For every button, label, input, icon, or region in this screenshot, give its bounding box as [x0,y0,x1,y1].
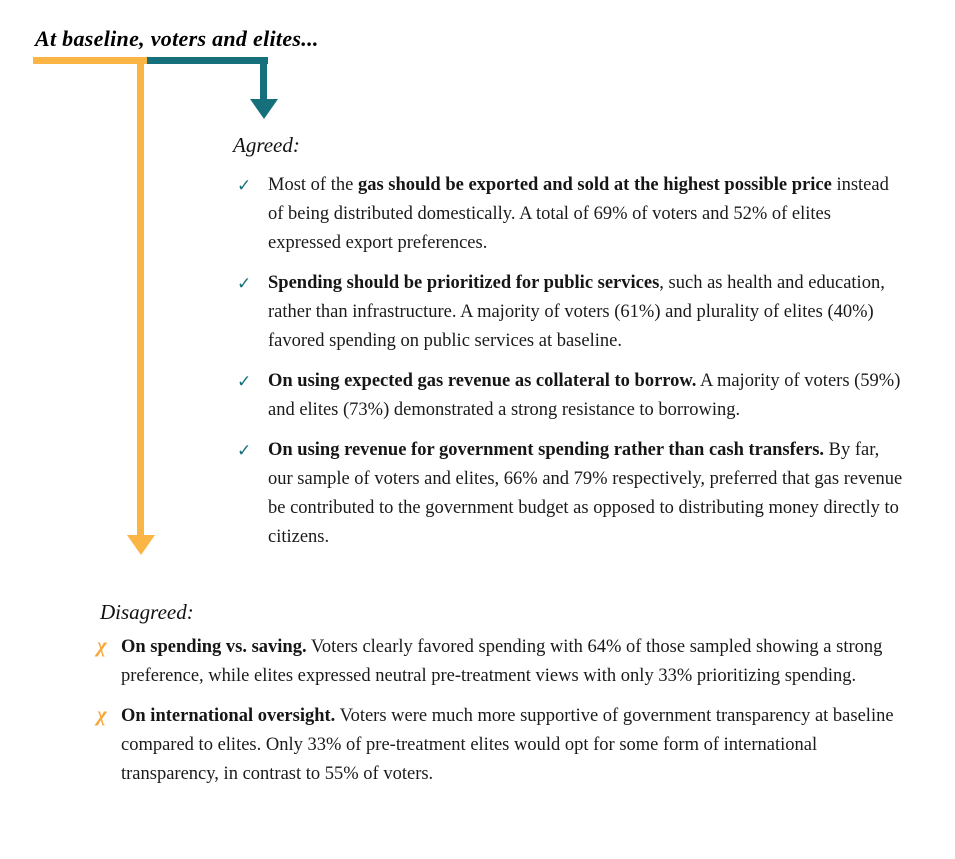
item-text-post: instead of being distributed domestically. A total of 69% of voters and 52% of elites expressed export preferences. [268,175,889,253]
checkmark-icon: ✓ [237,441,252,461]
agreed-item-text [268,171,908,258]
checkmark-icon: ✓ [237,176,252,196]
agreed-item-text [268,269,908,356]
figure-title: At baseline, voters and elites... [35,26,319,51]
amber-arrow-horizontal-segment [33,57,148,64]
teal-arrow-vertical-segment [260,57,267,99]
disagreed-item-text [121,633,909,691]
teal-arrow-horizontal-segment [147,57,268,64]
item-text-bold: On using revenue for government spending rather than cash transfers. [268,440,825,460]
agreed-heading: Agreed: [233,133,300,157]
checkmark-icon: ✓ [237,274,252,294]
amber-arrowhead-icon [127,535,155,555]
agreed-section [233,131,911,563]
agreed-item-borrowing [233,367,908,425]
agreed-item-text [268,436,908,552]
teal-arrowhead-icon [250,99,278,119]
item-text-bold: On international oversight. [121,706,336,726]
item-text-bold: Spending should be prioritized for public services [268,273,660,293]
item-text-bold: gas should be exported and sold at the highest possible price [357,175,832,195]
disagreed-section [97,598,912,800]
item-text-post: Voters clearly favored spending with 64% of those sampled showing a strong preference, while elites expressed neutral pre-treatment views with only 33% prioritizing spending. [121,637,883,686]
disagreed-item-text [121,702,909,789]
disagreed-item-spending-saving [97,633,909,691]
chi-icon: χ [97,702,107,726]
chi-icon: χ [97,633,107,657]
disagreed-heading: Disagreed: [100,600,194,624]
agreed-item-text [268,367,908,425]
agreed-item-government-spending [233,436,908,552]
item-text-post: A majority of voters (59%) and elites (73%) demonstrated a strong resistance to borrowing. [268,371,901,420]
item-text-bold: On using expected gas revenue as collateral to borrow. [268,371,697,391]
agreed-item-public-services [233,269,908,356]
amber-arrow-vertical-segment [137,57,144,535]
item-text-post: , such as health and education, rather than infrastructure. A majority of voters (61%) and plurality of elites (40%) favored spending on public services at baseline. [268,273,885,351]
item-text-bold: On spending vs. saving. [121,637,307,657]
disagreed-item-oversight [97,702,909,789]
item-text-post: By far, our sample of voters and elites, 66% and 79% respectively, preferred that gas revenue be contributed to the government budget as opposed to distributing money directly to citizens. [268,440,903,547]
item-text-pre: Most of the [268,175,358,195]
agreed-item-export [233,171,908,258]
checkmark-icon: ✓ [237,372,252,392]
item-text-post: Voters were much more supportive of government transparency at baseline compared to elites. Only 33% of pre-treatment elites would opt for some form of international transparency, in contrast to 55% of voters. [121,706,894,784]
